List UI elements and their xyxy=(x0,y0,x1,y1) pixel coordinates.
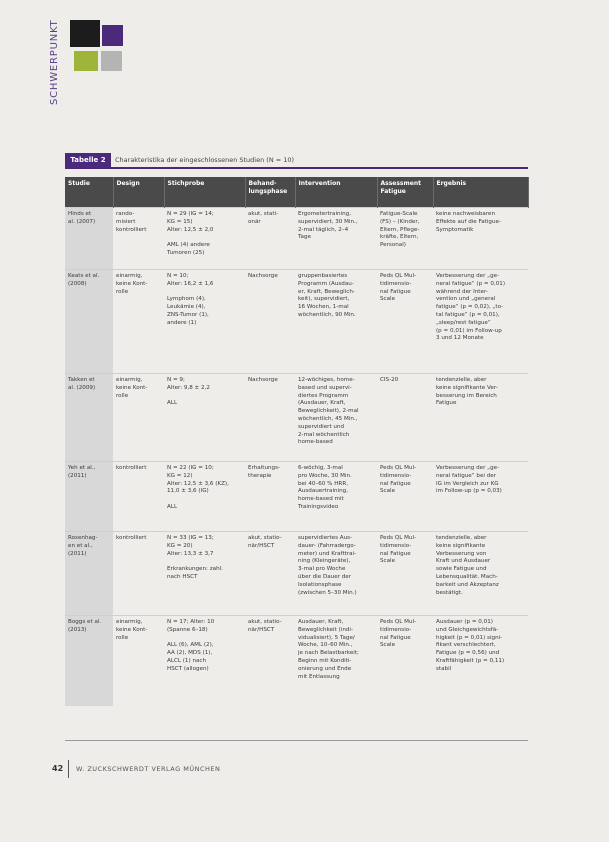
cell-ergebnis: Ausdauer (p = 0,01) und Gleichgewichtsfä- higkeit (p = 0,01) signi- fikant verschlechtert, Fatigue (p = 0,56) und Kraftfähigkeit (p = 0,11) stabil xyxy=(433,616,528,706)
logo-square-green xyxy=(74,51,98,71)
cell-studie: Takken et al. (2009) xyxy=(65,374,113,462)
cell-stichprobe: N = 17; Alter: 10 (Spanne 6–18) ALL (6), AML (2), AA (2), MDS (1), ALCL (1) nach HSCT (allogen) xyxy=(164,616,245,706)
logo-square-gray xyxy=(101,51,122,71)
table-number: Tabelle 2 xyxy=(65,153,111,167)
cell-assessment: CIS-20 xyxy=(377,374,433,462)
cell-assessment: Peds QL Mul- tidimensio- nal Fatigue Scale xyxy=(377,270,433,374)
cell-design: rando- misiert kontrolliert xyxy=(113,208,164,270)
header-studie: Studie xyxy=(65,177,113,208)
cell-intervention: 6-wöchig, 3-mal pro Woche, 30 Min. bei 40–60 % HRR, Ausdauertraining, home-based mit Trainingsvideo xyxy=(295,462,377,532)
cell-phase: akut, statio- när/HSCT xyxy=(245,616,295,706)
cell-intervention: 12-wöchiges, home- based und supervi- diertes Programm (Ausdauer, Kraft, Beweglichkeit), 2-mal wöchentlich, 45 Min., supervidiert und 2-mal wöchentlich home-based xyxy=(295,374,377,462)
cell-design: einarmig, keine Kont- rolle xyxy=(113,374,164,462)
table-row xyxy=(65,462,528,532)
cell-studie: Keats et al. (2008) xyxy=(65,270,113,374)
cell-studie: Rosenhag- en et al., (2011) xyxy=(65,532,113,616)
footer-separator xyxy=(68,760,69,778)
cell-design: einarmig, keine Kont- rolle xyxy=(113,270,164,374)
cell-stichprobe: N = 29 (IG = 14; KG = 15) Alter: 12,5 ± 2,0 AML (4) andere Tumoren (25) xyxy=(164,208,245,270)
cell-assessment: Fatigue-Scale (FS) – (Kinder, Eltern, Pflege- kräfte, Eltern, Personal) xyxy=(377,208,433,270)
cell-studie: Yeh et al., (2011) xyxy=(65,462,113,532)
publisher-name: W. ZUCKSCHWERDT VERLAG MÜNCHEN xyxy=(76,765,221,773)
cell-ergebnis: tendenzielle, aber keine signifikante Verbesserung von Kraft und Ausdauer sowie Fatigue und Lebensqualität. Mach- barkeit und Akzeptanz bestätigt. xyxy=(433,532,528,616)
header-intervention: Intervention xyxy=(295,177,377,208)
cell-stichprobe: N = 33 (IG = 13; KG = 20) Alter: 13,3 ± 3,7 Erkrankungen: zahl. nach HSCT xyxy=(164,532,245,616)
header-assessment: Assessment Fatigue xyxy=(377,177,433,208)
cell-stichprobe: N = 9; Alter: 9,8 ± 2,2 ALL xyxy=(164,374,245,462)
header-behandlungsphase: Behand- lungsphase xyxy=(245,177,295,208)
table-row xyxy=(65,532,528,616)
cell-ergebnis: keine nachweisbaren Effekte auf die Fatigue- Symptomatik xyxy=(433,208,528,270)
section-label: SCHWERPUNKT xyxy=(49,19,60,105)
cell-design: kontrolliert xyxy=(113,462,164,532)
table-header-row xyxy=(65,177,528,208)
cell-phase: Nachsorge xyxy=(245,374,295,462)
cell-assessment: Peds QL Mul- tidimensio- nal Fatigue Scale xyxy=(377,532,433,616)
cell-stichprobe: N = 22 (IG = 10; KG = 12) Alter: 12,5 ± 3,6 (KZ), 11,0 ± 3,6 (IG) ALL xyxy=(164,462,245,532)
cell-assessment: Peds QL Mul- tidimensio- nal Fatigue Scale xyxy=(377,462,433,532)
table-row xyxy=(65,374,528,462)
studies-table xyxy=(65,177,529,706)
table-row xyxy=(65,208,528,270)
cell-phase: Erhaltungs- therapie xyxy=(245,462,295,532)
cell-intervention: Ergometertraining, supervidiert, 30 Min., 2-mal täglich, 2–4 Tage xyxy=(295,208,377,270)
table-row xyxy=(65,616,528,706)
cell-studie: Hinds et al. (2007) xyxy=(65,208,113,270)
cell-phase: akut, statio- när/HSCT xyxy=(245,532,295,616)
cell-phase: Nachsorge xyxy=(245,270,295,374)
cell-design: kontrolliert xyxy=(113,532,164,616)
cell-ergebnis: tendenzielle, aber keine signifikante Ver- besserung im Bereich Fatigue xyxy=(433,374,528,462)
cell-ergebnis: Verbesserung der „ge- neral fatigue“ (p = 0,01) während der Inter- vention und „general fatigue“ (p = 0,02), „to- tal fatigue“ (p = 0,01), „sleep/rest fatigue“ (p = 0,01) im Follow-up 3 und 12 Monate xyxy=(433,270,528,374)
table-title: Charakteristika der eingeschlossenen Studien (N = 10) xyxy=(115,156,295,164)
cell-intervention: gruppenbasiertes Programm (Ausdau- er, Kraft, Beweglich- keit), supervidiert, 16 Wochen, 1-mal wöchentlich, 90 Min. xyxy=(295,270,377,374)
table-row xyxy=(65,270,528,374)
cell-assessment: Peds QL Mul- tidimensio- nal Fatigue Scale xyxy=(377,616,433,706)
cell-intervention: supervidiertes Aus- dauer- (Fahrradergo- meter) und Krafttrai- ning (Kleingeräte), 3-mal pro Woche über die Dauer der Isolationsphase (zwischen 5–30 Min.) xyxy=(295,532,377,616)
cell-design: einarmig, keine Kont- rolle xyxy=(113,616,164,706)
logo-square-purple xyxy=(102,25,123,46)
cell-phase: akut, stati- onär xyxy=(245,208,295,270)
cell-intervention: Ausdauer, Kraft, Beweglichkeit (indi- vidualisiert), 5 Tage/ Woche, 10–60 Min., je nach Belastbarkeit; Beginn mit Konditi- onierung und Ende mit Entlassung xyxy=(295,616,377,706)
header-design: Design xyxy=(113,177,164,208)
header-stichprobe: Stichprobe xyxy=(164,177,245,208)
cell-studie: Boggs et al. (2013) xyxy=(65,616,113,706)
cell-ergebnis: Verbesserung der „ge- neral fatigue“ bei der IG im Vergleich zur KG im Follow-up (p = 0,03) xyxy=(433,462,528,532)
header-ergebnis: Ergebnis xyxy=(433,177,528,208)
table-bottom-rule xyxy=(65,740,528,741)
page-number: 42 xyxy=(52,764,64,773)
caption-rule xyxy=(65,167,528,169)
table-caption xyxy=(65,153,528,167)
logo-square-black xyxy=(70,20,100,47)
cell-stichprobe: N = 10; Alter: 16,2 ± 1,6 Lymphom (4), Leukämie (4), ZNS-Tumor (1), andere (1) xyxy=(164,270,245,374)
